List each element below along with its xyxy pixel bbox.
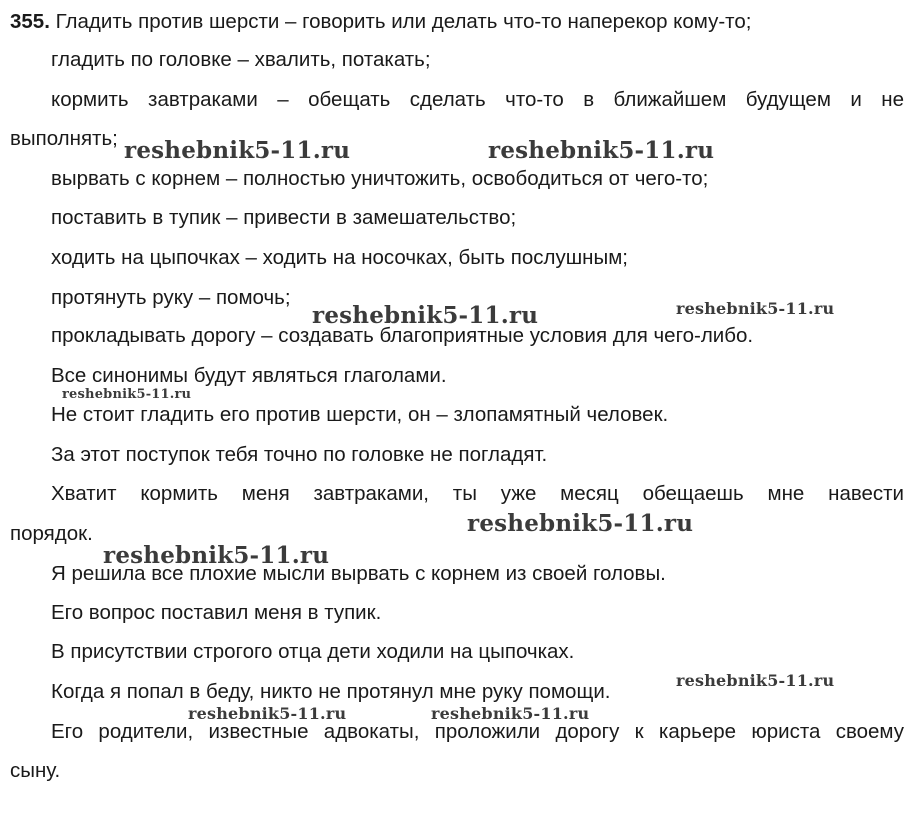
text-line: вырвать с корнем – полностью уничтожить, освободиться от чего-то; (51, 167, 709, 190)
text-line: Все синонимы будут являться глаголами. (51, 364, 447, 387)
first-line (10, 9, 751, 35)
text-line: кормить завтраками – обещать сделать что-то в ближайшем будущем и не (51, 88, 904, 111)
text-line: ходить на цыпочках – ходить на носочках, быть послушным; (51, 246, 628, 269)
watermark: reshebnik5-11.ru (188, 704, 347, 723)
text-line: Я решила все плохие мысли вырвать с корнем из своей головы. (51, 562, 666, 585)
text-line: За этот поступок тебя точно по головке не погладят. (51, 443, 548, 466)
text-line: В присутствии строгого отца дети ходили на цыпочках. (51, 640, 575, 663)
text-line: Его вопрос поставил меня в тупик. (51, 601, 382, 624)
watermark: reshebnik5-11.ru (676, 299, 835, 318)
text-line: выполнять; (10, 127, 118, 150)
watermark: reshebnik5-11.ru (124, 137, 351, 164)
text-line: Его родители, известные адвокаты, проложили дорогу к карьере юриста своему (51, 720, 904, 743)
text-line: Когда я попал в беду, никто не протянул мне руку помощи. (51, 680, 611, 703)
text-line: поставить в тупик – привести в замешательство; (51, 206, 517, 229)
watermark: reshebnik5-11.ru (62, 387, 192, 402)
text-line: протянуть руку – помочь; (51, 286, 291, 309)
text-line: сыну. (10, 759, 61, 782)
text-line: порядок. (10, 522, 93, 545)
first-line-text: Гладить против шерсти – говорить или делать что-то наперекор кому-то; (55, 10, 752, 33)
watermark: reshebnik5-11.ru (467, 510, 694, 537)
text-line: Не стоит гладить его против шерсти, он – злопамятный человек. (51, 403, 669, 426)
watermark: reshebnik5-11.ru (431, 704, 590, 723)
watermark: reshebnik5-11.ru (103, 542, 330, 569)
watermark: reshebnik5-11.ru (488, 137, 715, 164)
watermark: reshebnik5-11.ru (676, 671, 835, 690)
text-line: Хватит кормить меня завтраками, ты уже месяц обещаешь мне навести (51, 482, 904, 505)
text-line: гладить по головке – хвалить, потакать; (51, 48, 431, 71)
watermark: reshebnik5-11.ru (312, 302, 539, 329)
exercise-number: 355. (10, 10, 50, 33)
text-line: прокладывать дорогу – создавать благоприятные условия для чего-либо. (51, 324, 754, 347)
